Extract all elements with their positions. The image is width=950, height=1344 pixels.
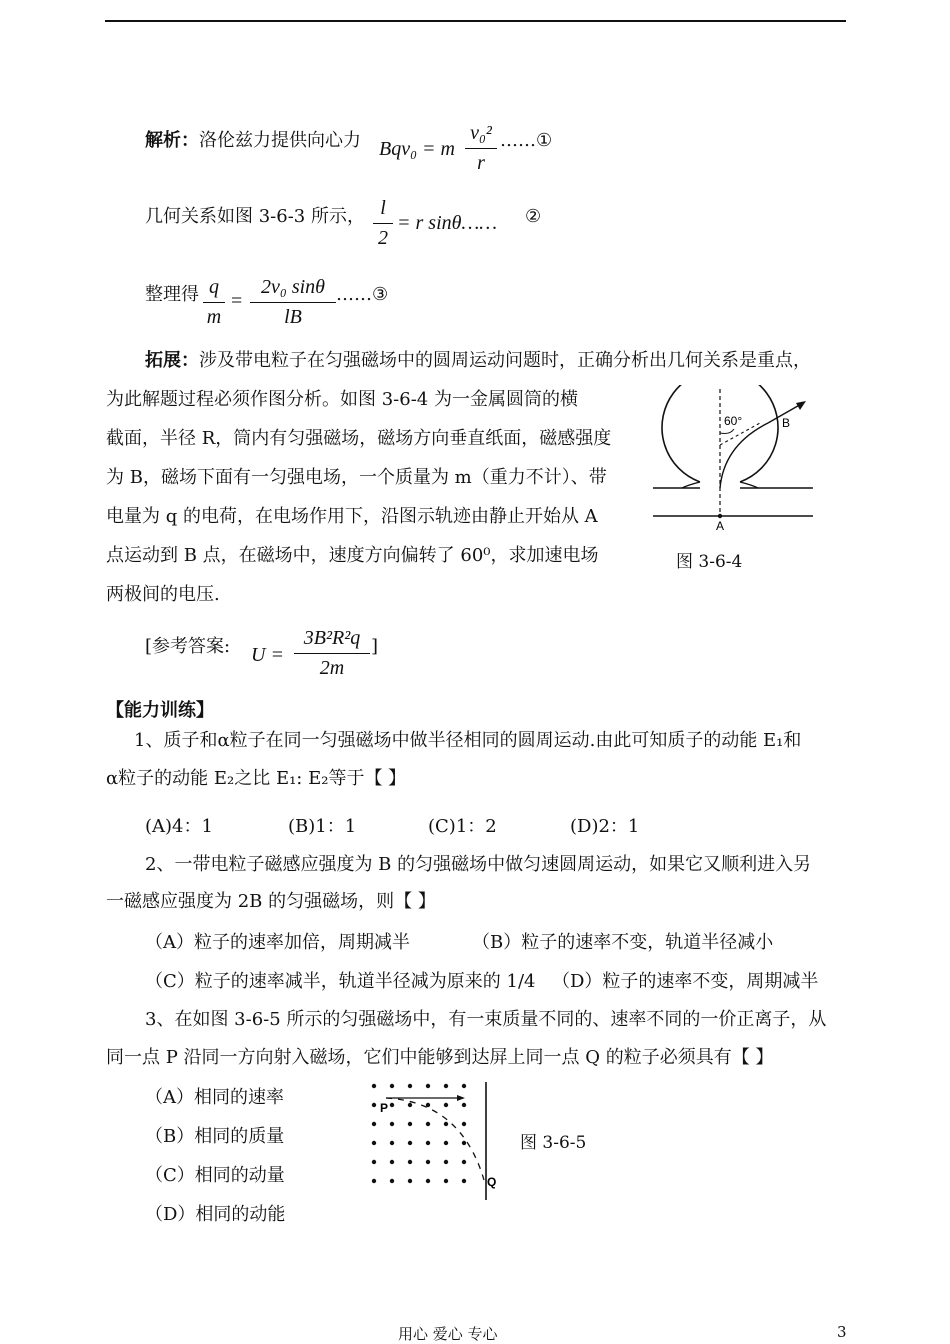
extension-line-1: 拓展：涉及带电粒子在匀强磁场中的圆周运动问题时，正确分析出几何关系是重点， [145,350,811,371]
field-dot [426,1141,430,1145]
field-dot [408,1122,412,1126]
q1-option-b: (B)1：1 [288,816,357,837]
page-number: 3 [837,1323,847,1341]
point-a-dot [718,514,722,518]
lorentz-equation-lhs: Bqv₀ = m [379,138,455,160]
trajectory-dashed [386,1098,484,1180]
figure-3-6-4 [648,385,828,530]
answer-fraction [294,627,370,680]
field-dot [390,1084,394,1088]
q3-option-d: （D）相同的动能 [145,1204,286,1225]
equation-mark-2: ② [525,206,542,227]
field-dot [444,1122,448,1126]
charge-numerator: q [209,276,219,298]
field-dot [462,1122,466,1126]
q2-option-b: （B）粒子的速率不变，轨道半径减小 [472,932,774,953]
field-dot [462,1103,466,1107]
result-denominator: lB [284,306,302,328]
field-dot [390,1179,394,1183]
q2-option-d: （D）粒子的速率不变，周期减半 [552,971,819,992]
point-b-label: B [782,416,791,430]
field-dot [444,1160,448,1164]
q2-line-2: 一磁感应强度为 2B 的匀强磁场，则【 】 [106,891,436,912]
lorentz-numerator: v₀² [470,122,492,144]
figure-3-6-5 [366,1080,506,1202]
answer-prefix: [参考答案: [145,636,231,657]
angle-label: 60° [724,414,743,428]
figure-3-6-5-caption: 图 3-6-5 [520,1133,587,1153]
analysis-label: 解析： [145,130,199,151]
equals-sign: = [231,290,243,312]
q2-option-a: （A）粒子的速率加倍，周期减半 [145,932,410,953]
q1-option-c: (C)1：2 [428,816,497,837]
result-numerator: 2v₀ sinθ [261,276,325,298]
field-dot [462,1084,466,1088]
q1-option-a: (A)4：1 [145,816,213,837]
q1-option-d: (D)2：1 [570,816,640,837]
field-dot [462,1141,466,1145]
charge-mass-fraction [203,276,225,329]
extension-label: 拓展： [145,350,199,371]
field-dot [372,1122,376,1126]
equation-mark-3: ……③ [336,284,389,305]
field-dot [372,1141,376,1145]
extension-line-4: 为 B，磁场下面有一匀强电场，一个质量为 m（重力不计）、带 [106,467,607,488]
geometry-rhs: = r sinθ…… [397,212,498,234]
field-dot [444,1084,448,1088]
field-dot [408,1084,412,1088]
answer-denominator: 2m [319,657,345,679]
q2-option-c: （C）粒子的速率减半，轨道半径减为原来的 1/4 [145,971,536,992]
q1-line-2: α粒子的动能 E₂之比 E₁: E₂等于【 】 [106,768,407,789]
q2-line-1: 2、一带电粒子磁感应强度为 B 的匀强磁场中做匀速圆周运动，如果它又顺利进入另 [145,854,812,875]
analysis-line1-text: 洛伦兹力提供向心力 [199,130,361,151]
field-dot [444,1179,448,1183]
analysis-line3-text: 整理得 [145,284,199,305]
field-dot [444,1141,448,1145]
magnetic-field-dots [372,1084,466,1183]
field-dot [390,1103,394,1107]
field-dot [390,1122,394,1126]
answer-numerator: 3B²R²q [303,627,361,649]
q3-option-c: （C）相同的动量 [145,1165,285,1186]
q1-line-1: 1、质子和α粒子在同一匀强磁场中做半径相同的圆周运动.由此可知质子的动能 E₁和 [134,730,802,751]
analysis-line2-text: 几何关系如图 3-6-3 所示， [145,206,365,227]
field-dot [462,1160,466,1164]
result-fraction [250,276,336,329]
extension-line-6: 点运动到 B 点，在磁场中，速度方向偏转了 60⁰，求加速电场 [106,545,599,566]
point-q-label: Q [487,1175,497,1189]
q3-option-b: （B）相同的质量 [145,1126,285,1147]
extension-line-2: 为此解题过程必须作图分析。如图 3-6-4 为一金属圆筒的横 [106,389,578,410]
point-p-label: P [380,1101,389,1115]
extension-line-3: 截面，半径 R，筒内有匀强磁场，磁场方向垂直纸面，磁感强度 [106,428,612,449]
analysis-line-1 [145,132,361,150]
field-dot [462,1179,466,1183]
field-dot [408,1179,412,1183]
trajectory-arc [720,423,768,488]
field-dot [444,1103,448,1107]
field-dot [408,1160,412,1164]
q3-line-2: 同一点 P 沿同一方向射入磁场，它们中能够到达屏上同一点 Q 的粒子必须具有【 】 [106,1047,774,1068]
field-dot [408,1141,412,1145]
field-dot [390,1141,394,1145]
geometry-fraction [373,197,393,250]
training-heading: 【能力训练】 [106,700,214,721]
field-dot [408,1103,412,1107]
geometry-denominator: 2 [378,227,388,249]
field-dot [372,1084,376,1088]
extension-line-7: 两极间的电压. [106,584,220,605]
mass-denominator: m [206,306,222,328]
extension-line-5: 电量为 q 的电荷，在电场作用下，沿图示轨迹由静止开始从 A [106,506,598,527]
answer-lhs: U = [251,644,284,666]
field-dot [390,1160,394,1164]
footer-motto: 用心 爱心 专心 [398,1325,498,1343]
equation-mark-1: ……① [500,130,553,151]
field-dot [426,1084,430,1088]
field-dot [426,1179,430,1183]
field-dot [372,1103,376,1107]
geometry-numerator: l [380,197,386,219]
lorentz-denominator: r [477,152,485,174]
q3-line-1: 3、在如图 3-6-5 所示的匀强磁场中，有一束质量不同的、速率不同的一价正离子，从 [145,1009,827,1030]
field-dot [372,1160,376,1164]
lorentz-fraction [465,122,497,175]
figure-3-6-4-caption: 图 3-6-4 [676,552,743,572]
header-rule [105,20,846,22]
q3-option-a: （A）相同的速率 [145,1087,284,1108]
point-a-label: A [716,519,725,530]
field-dot [372,1179,376,1183]
answer-suffix: ] [371,636,379,657]
field-dot [426,1122,430,1126]
field-dot [426,1160,430,1164]
